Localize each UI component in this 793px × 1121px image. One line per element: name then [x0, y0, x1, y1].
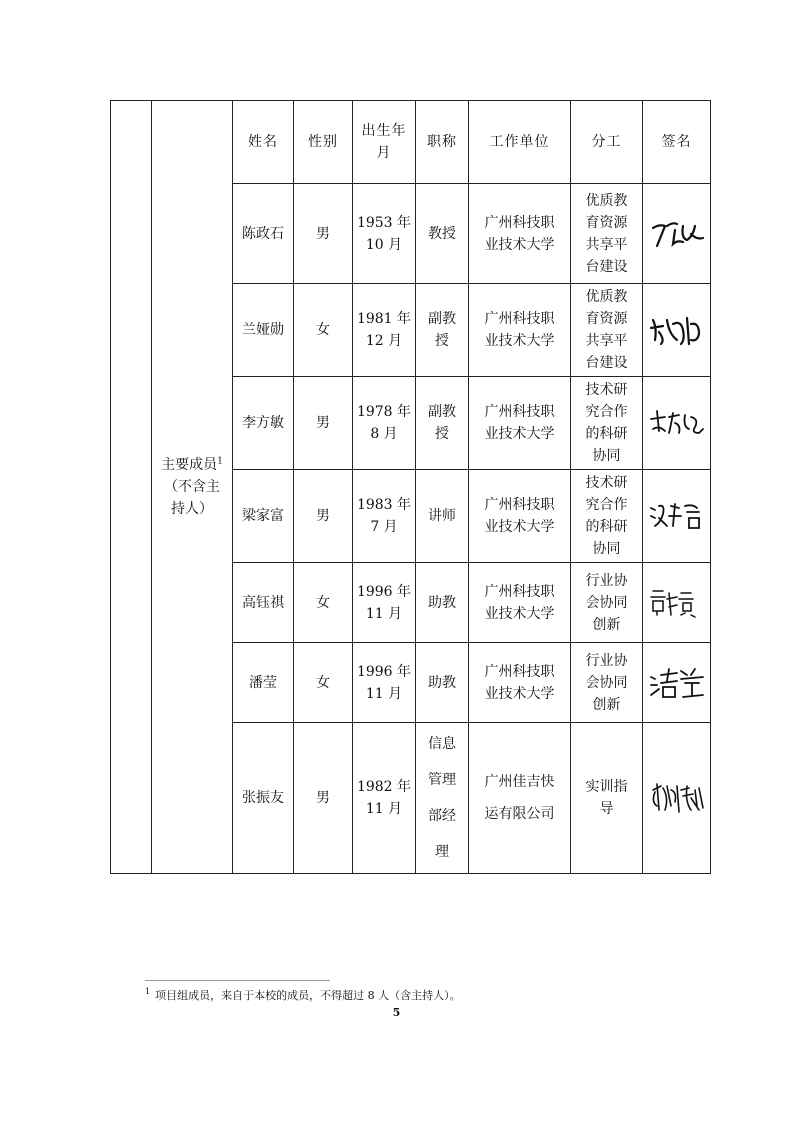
- member-role: [571, 377, 643, 470]
- member-role-line: 导: [599, 801, 614, 817]
- member-employer-line2: 业技术大学: [484, 519, 555, 535]
- footnote-text: 项目组成员，来自于本校的成员，不得超过 8 人（含主持人）。: [155, 989, 461, 1002]
- member-birth-year: 1953 年: [356, 214, 412, 231]
- member-gender: 女: [294, 284, 353, 377]
- header-gender: 性别: [294, 101, 353, 184]
- member-role-line: 台建设: [585, 355, 628, 371]
- member-birth-month: 7 月: [370, 519, 398, 535]
- footnote-marker: 1: [145, 987, 151, 997]
- member-name: 梁家富: [233, 470, 294, 563]
- member-role-line: 创新: [592, 616, 621, 633]
- signature-image: [647, 583, 707, 623]
- member-employer-line1: 广州科技职: [484, 404, 555, 420]
- member-role-line: 的科研: [585, 426, 628, 442]
- member-employer: [469, 184, 571, 284]
- member-role-line: 行业协: [585, 572, 628, 589]
- header-birth-line1: 出生年: [361, 123, 407, 139]
- member-birth-month: 11 月: [365, 685, 403, 702]
- member-employer: [469, 723, 571, 874]
- member-role-line: 协同: [592, 541, 621, 557]
- member-gender: 男: [294, 470, 353, 563]
- member-employer-line1: 广州科技职: [484, 583, 555, 600]
- member-employer: [469, 377, 571, 470]
- member-title-line: 信息: [428, 736, 456, 752]
- section-label-line3: 持人）: [171, 501, 213, 517]
- member-name: 陈政石: [233, 184, 294, 284]
- blank-left-column: [111, 101, 152, 874]
- signature-image: [647, 776, 707, 820]
- member-birth-year: 1978 年: [356, 404, 412, 420]
- member-role-line: 共享平: [585, 236, 628, 253]
- section-label-line1: 主要成员: [161, 457, 218, 473]
- member-role-line: 究合作: [585, 404, 628, 420]
- footnote-ref: 1: [217, 456, 223, 467]
- member-employer-line2: 业技术大学: [484, 333, 555, 349]
- member-employer: [469, 563, 571, 643]
- member-name: 潘莹: [233, 643, 294, 723]
- signature-cell: [643, 377, 711, 470]
- member-role-line: 优质教: [585, 289, 628, 305]
- member-role: [571, 284, 643, 377]
- member-birth: [353, 184, 416, 284]
- signature-cell: [643, 643, 711, 723]
- member-birth-year: 1981 年: [356, 311, 412, 327]
- member-gender: 女: [294, 643, 353, 723]
- member-title: [416, 563, 469, 643]
- member-role-line: 协同: [592, 448, 621, 464]
- member-role-line: 共享平: [585, 333, 628, 349]
- member-title-line: 讲师: [428, 508, 456, 524]
- signature-image: [647, 496, 707, 536]
- member-role-line: 技术研: [585, 475, 628, 491]
- signature-cell: [643, 563, 711, 643]
- member-gender: 男: [294, 377, 353, 470]
- member-gender: 男: [294, 184, 353, 284]
- member-employer-line1: 广州科技职: [484, 497, 555, 513]
- member-title-line: 授: [435, 426, 449, 442]
- member-birth: [353, 723, 416, 874]
- member-title-line: 副教: [428, 404, 456, 420]
- member-birth-year: 1982 年: [356, 779, 412, 795]
- header-role: 分工: [571, 101, 643, 184]
- member-title-line: 授: [435, 333, 449, 349]
- member-role: [571, 563, 643, 643]
- member-title-line: 助教: [428, 594, 456, 611]
- header-birth: [353, 101, 416, 184]
- member-employer-line1: 广州佳吉快: [484, 774, 555, 790]
- member-employer-line1: 广州科技职: [484, 311, 555, 327]
- member-employer: [469, 284, 571, 377]
- member-name: 张振友: [233, 723, 294, 874]
- member-birth-month: 11 月: [365, 605, 403, 622]
- signature-cell: [643, 723, 711, 874]
- member-birth-month: 8 月: [370, 426, 398, 442]
- footnote-divider: [145, 980, 330, 981]
- member-name: 李方敏: [233, 377, 294, 470]
- section-label: [152, 101, 233, 874]
- signature-image: [647, 403, 707, 443]
- member-role-line: 会协同: [585, 594, 628, 611]
- member-title: [416, 284, 469, 377]
- member-birth-month: 11 月: [365, 801, 403, 817]
- signature-image: [647, 663, 707, 703]
- page-number: 5: [392, 1006, 401, 1019]
- member-birth-month: 12 月: [365, 333, 403, 349]
- header-birth-line2: 月: [376, 145, 392, 161]
- member-role: [571, 643, 643, 723]
- member-role: [571, 723, 643, 874]
- member-birth: [353, 284, 416, 377]
- member-birth-year: 1996 年: [356, 583, 412, 600]
- member-role-line: 育资源: [585, 311, 628, 327]
- member-gender: 男: [294, 723, 353, 874]
- member-employer-line2: 运有限公司: [484, 806, 555, 822]
- member-gender: 女: [294, 563, 353, 643]
- member-birth-year: 1996 年: [356, 663, 412, 680]
- member-employer-line2: 业技术大学: [484, 685, 555, 702]
- footnote: [145, 987, 461, 1003]
- member-role-line: 台建设: [585, 258, 628, 275]
- header-employer: 工作单位: [469, 101, 571, 184]
- member-role-line: 的科研: [585, 519, 628, 535]
- member-birth: [353, 377, 416, 470]
- member-role-line: 技术研: [585, 382, 628, 398]
- member-name: 兰娅勋: [233, 284, 294, 377]
- signature-image: [647, 214, 707, 254]
- header-signature: 签名: [643, 101, 711, 184]
- member-role-line: 究合作: [585, 497, 628, 513]
- member-role-line: 行业协: [585, 652, 628, 669]
- member-role-line: 实训指: [585, 779, 628, 795]
- member-employer-line1: 广州科技职: [484, 214, 555, 231]
- member-role: [571, 470, 643, 563]
- member-title: [416, 377, 469, 470]
- member-title-line: 部经: [428, 808, 456, 824]
- member-title-line: 助教: [428, 674, 456, 691]
- member-title-line: 管理: [428, 772, 456, 788]
- header-name: 姓名: [233, 101, 294, 184]
- member-title-line: 副教: [428, 311, 456, 327]
- member-role-line: 会协同: [585, 674, 628, 691]
- member-birth: [353, 563, 416, 643]
- signature-cell: [643, 470, 711, 563]
- signature-cell: [643, 284, 711, 377]
- header-title: 职称: [416, 101, 469, 184]
- member-employer-line2: 业技术大学: [484, 236, 555, 253]
- section-label-line2: （不含主: [164, 479, 220, 495]
- member-employer: [469, 470, 571, 563]
- member-role: [571, 184, 643, 284]
- member-employer-line2: 业技术大学: [484, 605, 555, 622]
- signature-image: [647, 310, 707, 350]
- member-employer-line1: 广州科技职: [484, 663, 555, 680]
- member-role-line: 创新: [592, 696, 621, 713]
- member-employer: [469, 643, 571, 723]
- header-row: [111, 101, 711, 184]
- member-name: 高钰祺: [233, 563, 294, 643]
- member-birth-month: 10 月: [365, 236, 403, 253]
- member-birth: [353, 643, 416, 723]
- member-role-line: 优质教: [585, 192, 628, 209]
- member-birth: [353, 470, 416, 563]
- member-title: [416, 184, 469, 284]
- members-table: [110, 100, 711, 874]
- member-title: [416, 470, 469, 563]
- member-title-line: 教授: [428, 225, 456, 242]
- signature-cell: [643, 184, 711, 284]
- member-employer-line2: 业技术大学: [484, 426, 555, 442]
- member-birth-year: 1983 年: [356, 497, 412, 513]
- member-title: [416, 723, 469, 874]
- member-role-line: 育资源: [585, 214, 628, 231]
- member-title-line: 理: [435, 844, 449, 860]
- member-title: [416, 643, 469, 723]
